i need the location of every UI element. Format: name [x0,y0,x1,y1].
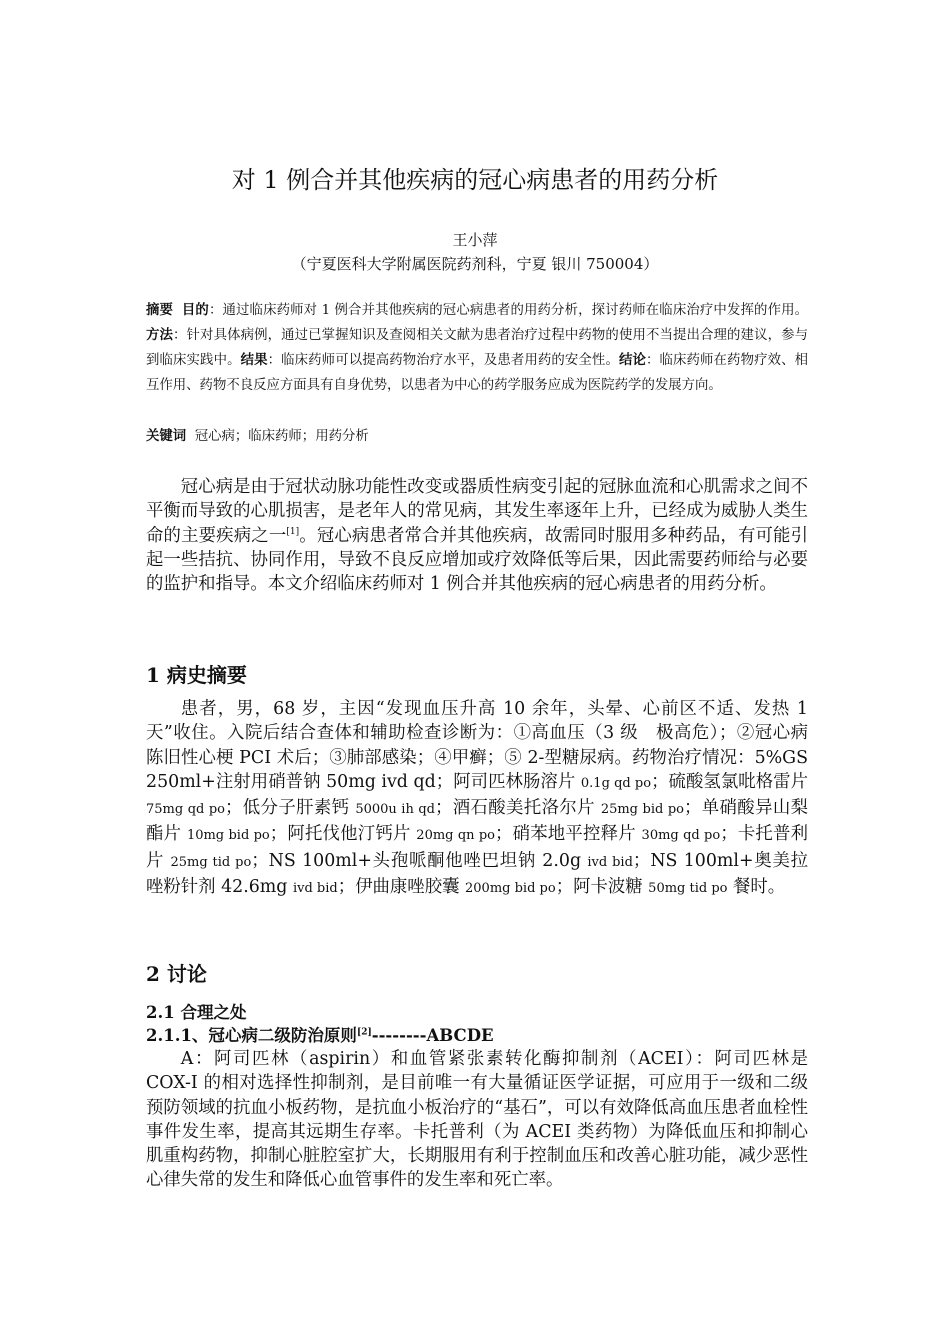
dose-text: 25mg bid po [600,802,684,818]
history-text: ；NS 100ml+头孢哌酮他唑巴坦钠 2.0g [251,850,588,871]
history-text: ；NS 100ml+奥美拉唑粉针剂 42.6mg [146,850,809,898]
result-label: 结果 [240,352,268,368]
section-heading-history: 1 病史摘要 [146,663,247,687]
subsection-heading-rational: 2.1 合理之处 [146,1003,247,1022]
subsubsection-suffix: --------ABCDE [371,1026,494,1045]
dose-text: 50mg tid po [648,881,728,897]
abstract-label: 摘要 [146,302,174,318]
abstract [146,298,808,398]
method-text: ：针对具体病例，通过已掌握知识及查阅相关文献为患者治疗过程中药物的使用不当提出合理的建议，参与到临床实践中。 [146,328,809,368]
history-text: ；伊曲康唑胶囊 [337,877,465,898]
dose-text: 30mg qd po [641,828,721,844]
citation-ref: [1] [286,526,300,537]
history-text: ；酒石酸美托洛尔片 [434,798,601,819]
dose-text: 0.1g qd po [580,775,652,791]
history-text: ；阿托伐他汀钙片 [269,824,417,845]
history-text: ；卡托普利片 [146,824,809,871]
citation-ref: [2] [356,1027,372,1038]
aim-text: ：通过临床药师对 1 例合并其他疾病的冠心病患者的用药分析，探讨药师在临床治疗中发挥的作用。 [208,303,809,318]
conclusion-label: 结论 [618,352,646,368]
dose-text: 25mg tid po [170,854,252,870]
intro-text-a: 冠心病是由于冠状动脉功能性改变或器质性病变引起的冠脉血流和心肌需求之间不平衡而导致的心肌损害，是老年人的常见病，其发生率逐年上升，已经成为威胁人类生命的主要疾病之一 [146,477,808,546]
discussion-paragraph: A：阿司匹林（aspirin）和血管紧张素转化酶抑制剂（ACEI）：阿司匹林是 COX-I 的相对选择性抑制剂，是目前唯一有大量循证医学证据，可应用于一级和二级预防领域的抗血小板药物，是抗血小板治疗的“基石”，可以有效降低高血压患者血栓性事件发生率，提高其远期生存率。卡托普利（为 ACEI 类药物）为降低血压和抑制心肌重构药物，抑制心脏腔室扩大，长期服用有利于控制血压和改善心脏功能，减少恶性心律失常的发生和降低心血管事件的发生率和死亡率。 [146,1049,808,1191]
dose-text: 5000u ih qd [355,802,435,818]
history-text: ；硝苯地平控释片 [495,824,642,845]
keywords-label: 关键词 [146,428,187,444]
method-label: 方法 [146,327,174,343]
dose-text: 10mg bid po [186,828,270,844]
history-paragraph [146,697,808,901]
author-affiliation: （宁夏医科大学附属医院药剂科，宁夏 银川 750004） [291,255,659,273]
author-name: 王小萍 [452,231,498,249]
dose-text: 20mg qn po [416,828,496,844]
history-text: 患者，男，68 岁，主因“发现血压升高 10 余年，头晕、心前区不适、发热 1 天”收住。入院后结合查体和辅助检查诊断为：①高血压（3 级 极高危）；②冠心病 陈旧性心梗 PCI 术后；③肺部感染；④甲癣；⑤ 2-型糖尿病。药物治疗情况：5%GS 250ml+注射用硝普钠 50mg ivd qd；阿司匹林肠溶片 [146,699,808,792]
history-text: ；低分子肝素钙 [225,798,356,819]
section-heading-discussion: 2 讨论 [146,962,207,986]
history-text: ；单硝酸异山梨酯片 [146,798,808,845]
history-text: 餐时。 [727,877,786,898]
dose-text: 75mg qd po [146,802,226,818]
aim-label: 目的 [181,302,209,318]
dose-text: 200mg bid po [465,881,556,897]
conclusion-text: ：临床药师在药物疗效、相互作用、药物不良反应方面具有自身优势，以患者为中心的药学服务应成为医院药学的发展方向。 [146,353,809,393]
intro-text-b: 。冠心病患者常合并其他疾病，故需同时服用多种药品，有可能引起一些拮抗、协同作用，导致不良反应增加或疗效降低等后果，因此需要药师给与必要的监护和指导。本文介绍临床药师对 1 例合并其他疾病的冠心病患者的用药分析。 [146,525,808,595]
intro-paragraph [146,475,808,596]
history-text: ；阿卡波糖 [555,877,649,898]
result-text: ：临床药师可以提高药物治疗水平，及患者用药的安全性。 [267,353,619,368]
subsubsection-title: 2.1.1、冠心病二级防治原则 [146,1026,357,1045]
history-text: ；硫酸氢氯吡格雷片 [651,771,808,792]
keywords-text: 冠心病；临床药师；用药分析 [194,429,369,444]
paper-title: 对 1 例合并其他疾病的冠心病患者的用药分析 [231,166,719,194]
keywords [146,425,808,444]
dose-text: ivd bid [587,854,633,870]
dose-text: ivd bid [292,881,338,897]
subsubsection-heading-abcde [146,1022,494,1046]
